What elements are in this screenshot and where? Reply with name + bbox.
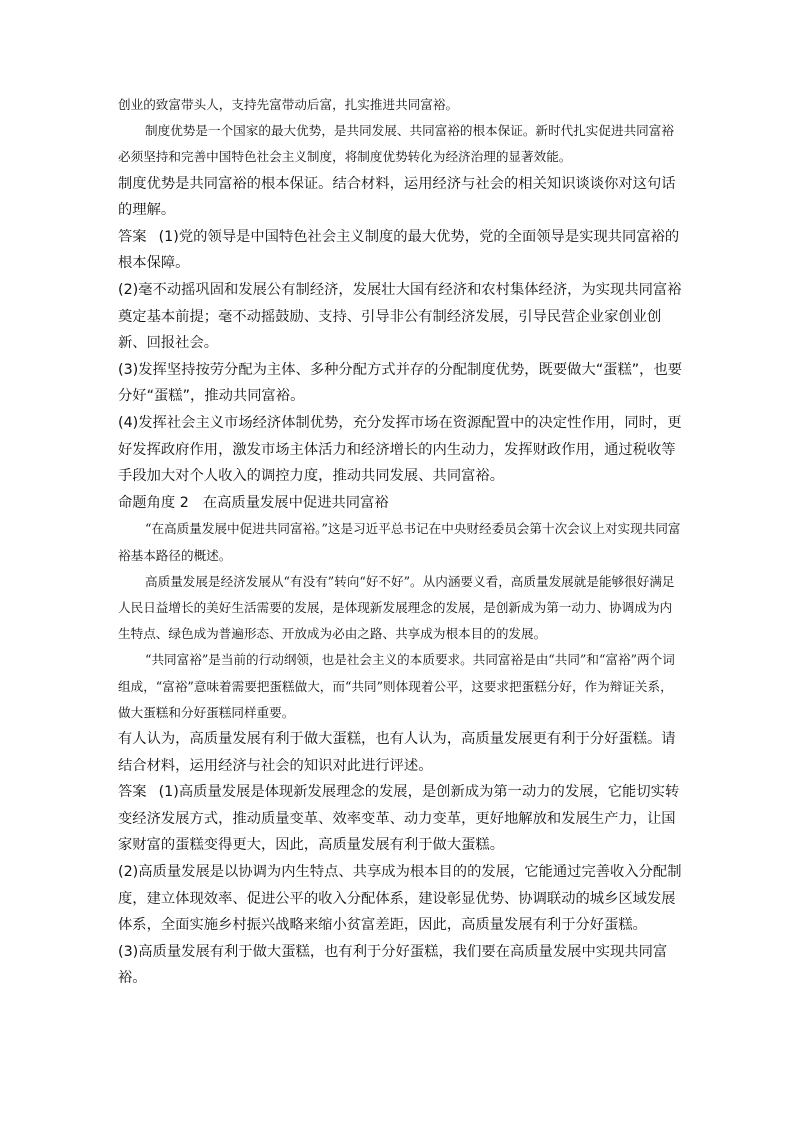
answer-item: (3)高质量发展有利于做大蛋糕，也有利于分好蛋糕，我们要在高质量发展中实现共同富裕。	[118, 943, 668, 987]
answer-text: (1)高质量发展是体现新发展理念的发展，是创新成为第一动力的发展，它能切实转变经济发展方式，推动质量变革、效率变革、动力变革，更好地解放和发展生产力，让国家财富的蛋糕变得更大，因此，高质量发展有利于做大蛋糕。	[118, 784, 680, 854]
answer-text: (1)党的领导是中国特色社会主义制度的最大优势，党的全面领导是实现共同富裕的根本保障。	[118, 228, 680, 272]
answer-item: (2)毫不动摇巩固和发展公有制经济，发展壮大国有经济和农村集体经济，为实现共同富裕奠定基本前提；毫不动摇鼓励、支持、引导非公有制经济发展，引导民营企业家创业创新、回报社会。	[118, 281, 682, 352]
question-text: 制度优势是共同富裕的根本保证。结合材料，运用经济与社会的相关知识谈谈你对这句话的理解。	[118, 175, 676, 219]
material-paragraph: “在高质量发展中促进共同富裕。”这是习近平总书记在中央财经委员会第十次会议上对实现共同富裕基本路径的概述。	[118, 521, 681, 563]
section-heading	[118, 490, 683, 517]
answer-item: (4)发挥社会主义市场经济体制优势，充分发挥市场在资源配置中的决定性作用，同时，更好发挥政府作用，激发市场主体活力和经济增长的内生动力，发挥财政作用，通过税收等手段加大对个人收入的调控力度，推动共同发展、共同富裕。	[118, 414, 682, 485]
material-paragraph: 创业的致富带头人，支持先富带动后富，扎实推进共同富裕。	[118, 97, 459, 112]
material-paragraph: 高质量发展是经济发展从“有没有”转向“好不好”。从内涵要义看，高质量发展就是能够很好满足人民日益增长的美好生活需要的发展，是体现新发展理念的发展，是创新成为第一动力、协调成为内生特点、绿色成为普遍形态、开放成为必由之路、共享成为根本目的的发展。	[118, 573, 675, 642]
section-title: 在高质量发展中促进共同富裕	[202, 494, 389, 511]
answer-item: (2)高质量发展是以协调为内生特点、共享成为根本目的的发展，它能通过完善收入分配制度，建立体现效率、促进公平的收入分配体系，建设彰显优势、协调联动的城乡区域发展体系，全面实施乡村振兴战略来缩小贫富差距，因此，高质量发展有利于分好蛋糕。	[118, 863, 682, 934]
document-page	[118, 92, 683, 992]
answer-item	[118, 779, 683, 859]
answer-label: 答案	[118, 784, 147, 801]
material-paragraph: “共同富裕”是当前的行动纲领，也是社会主义的本质要求。共同富裕是由“共同”和“富裕”两个词组成，“富裕”意味着需要把蛋糕做大，而“共同”则体现着公平，这要求把蛋糕分好，作为辩证关系，做大蛋糕和分好蛋糕同样重要。	[118, 652, 675, 720]
answer-label: 答案	[118, 228, 147, 245]
material-paragraph: 制度优势是一个国家的最大优势，是共同发展、共同富裕的根本保证。新时代扎实促进共同富裕必须坚持和完善中国特色社会主义制度，将制度优势转化为经济治理的显著效能。	[118, 123, 674, 165]
answer-item	[118, 224, 683, 277]
question-text: 有人认为，高质量发展有利于做大蛋糕，也有人认为，高质量发展更有利于分好蛋糕。请结合材料，运用经济与社会的知识对此进行评述。	[118, 730, 676, 774]
section-label: 命题角度 2	[118, 494, 189, 511]
answer-item: (3)发挥坚持按劳分配为主体、多种分配方式并存的分配制度优势，既要做大“蛋糕”，也要分好“蛋糕”，推动共同富裕。	[118, 361, 683, 405]
